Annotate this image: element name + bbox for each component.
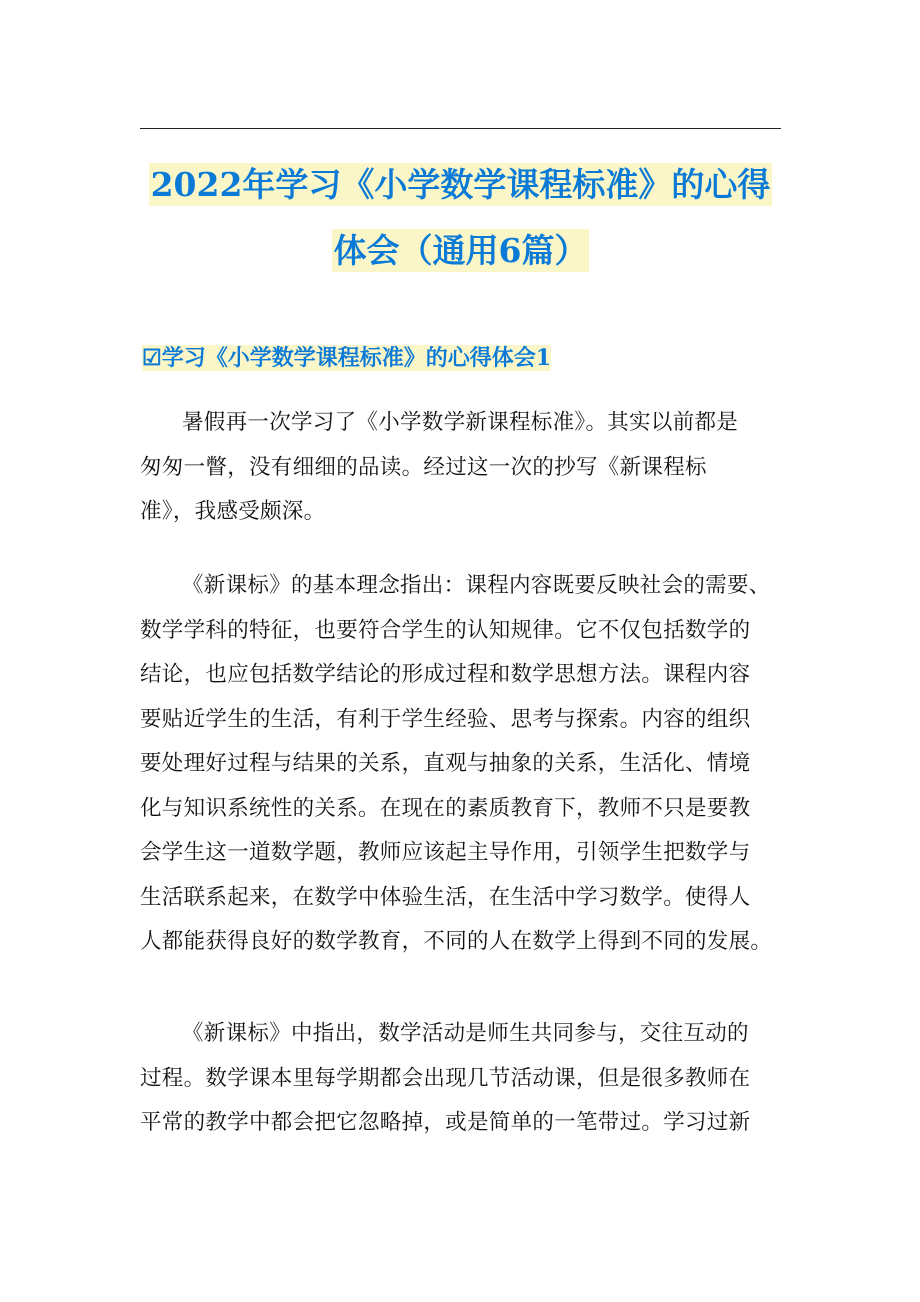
paragraph-line: 要处理好过程与结果的关系，直观与抽象的关系，生活化、情境 [140,751,751,776]
paragraph-line: 《新课标》中指出，数学活动是师生共同参与，交往互动的 [182,1021,749,1046]
paragraph-2 [140,564,790,965]
document-title [140,152,781,284]
paragraph-line: 暑假再一次学习了《小学数学新课程标准》。其实以前都是 [182,410,739,435]
header-rule [140,128,781,129]
title-line-1: 2022年学习《小学数学课程标准》的心得 [150,165,771,204]
paragraph-line: 过程。数学课本里每学期都会出现几节活动课，但是很多教师在 [140,1065,751,1091]
paragraph-1 [140,401,790,535]
paragraph-line: 人都能获得良好的数学教育，不同的人在数学上得到不同的发展。 [140,929,773,954]
section-heading-text: ☑学习《小学数学课程标准》的心得体会1 [142,345,552,371]
paragraph-line: 生活联系起来，在数学中体验生活，在生活中学习数学。使得人 [140,884,751,910]
paragraph-line: 要贴近学生的生活，有利于学生经验、思考与探索。内容的组织 [140,706,751,732]
paragraph-line: 会学生这一道数学题，教师应该起主导作用，引领学生把数学与 [140,840,751,865]
paragraph-line: 数学学科的特征，也要符合学生的认知规律。它不仅包括数学的 [140,617,751,643]
paragraph-line: 平常的教学中都会把它忽略掉，或是简单的一笔带过。学习过新 [140,1110,751,1135]
paragraph-line: 准》，我感受颇深。 [140,499,326,524]
paragraph-line: 《新课标》的基本理念指出：课程内容既要反映社会的需要、 [182,573,771,598]
paragraph-line: 化与知识系统性的关系。在现在的素质教育下，教师不只是要教 [140,795,751,821]
paragraph-line: 匆匆一瞥，没有细细的品读。经过这一次的抄写《新课程标 [140,454,707,480]
title-line-2: 体会（通用6篇） [333,231,588,270]
paragraph-line: 结论，也应包括数学结论的形成过程和数学思想方法。课程内容 [140,662,751,687]
section-heading [142,338,782,378]
paragraph-3 [140,1012,790,1146]
